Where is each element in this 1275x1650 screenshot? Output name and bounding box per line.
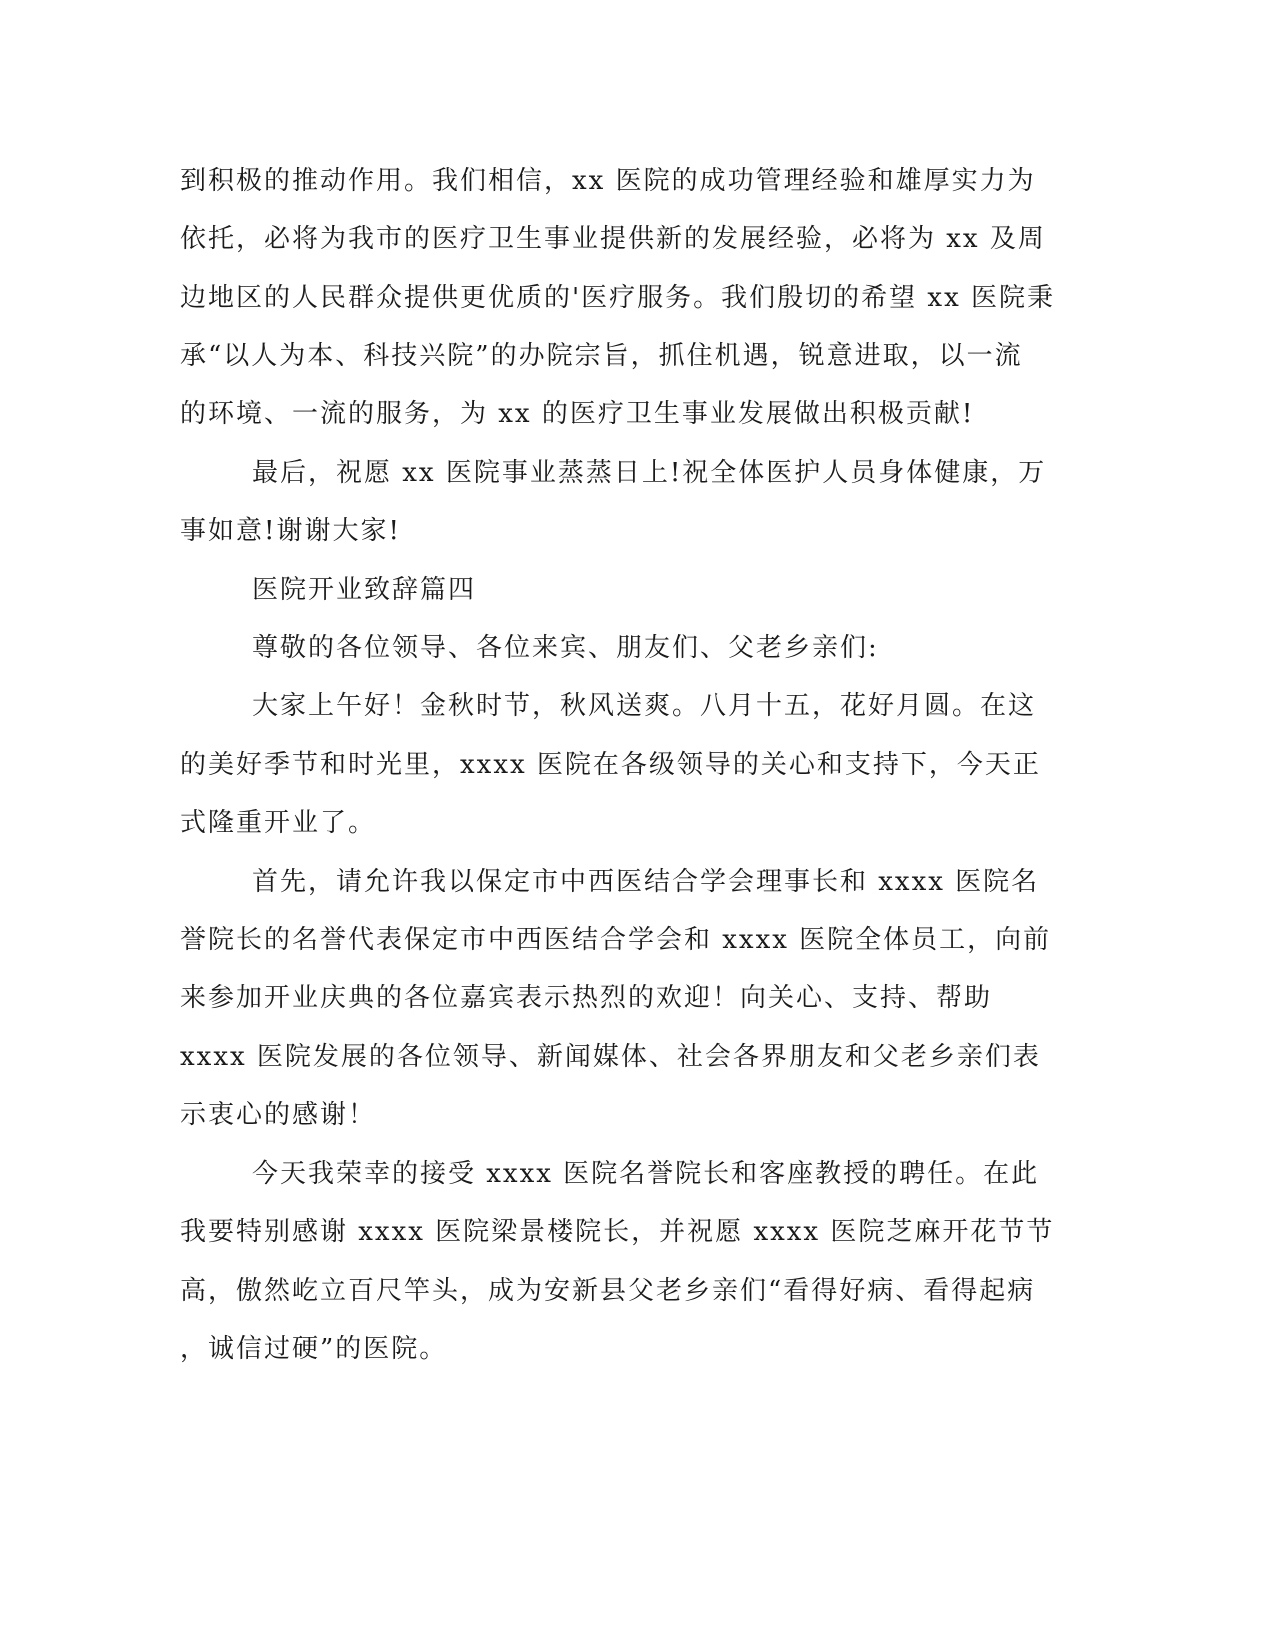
text-line: 的美好季节和时光里，xxxx 医院在各级领导的关心和支持下，今天正 — [180, 750, 1041, 780]
text-line: 大家上午好！金秋时节，秋风送爽。八月十五，花好月圆。在这 — [252, 691, 1037, 721]
text-line: 依托，必将为我市的医疗卫生事业提供新的发展经验，必将为 xx 及周 — [180, 224, 1046, 254]
text-line: 式隆重开业了。 — [180, 808, 377, 838]
salutation: 尊敬的各位领导、各位来宾、朋友们、父老乡亲们: — [252, 633, 879, 663]
text-line: 来参加开业庆典的各位嘉宾表示热烈的欢迎！向关心、支持、帮助 — [180, 983, 993, 1013]
text-line: 事如意!谢谢大家! — [180, 516, 401, 546]
text-line: 高，傲然屹立百尺竿头，成为安新县父老乡亲们“看得好病、看得起病 — [180, 1276, 1036, 1306]
text-line: 边地区的人民群众提供更优质的'医疗服务。我们殷切的希望 xx 医院秉 — [180, 283, 1056, 313]
section-heading: 医院开业致辞篇四 — [252, 575, 477, 605]
text-line: 到积极的推动作用。我们相信，xx 医院的成功管理经验和雄厚实力为 — [180, 166, 1036, 196]
text-line: 首先，请允许我以保定市中西医结合学会理事长和 xxxx 医院名 — [252, 867, 1040, 897]
text-line: 示衷心的感谢！ — [180, 1100, 377, 1130]
text-line: 承“以人为本、科技兴院”的办院宗旨，抓住机遇，锐意进取，以一流 — [180, 341, 1023, 371]
text-line: ，诚信过硬”的医院。 — [180, 1334, 448, 1364]
text-line: 我要特别感谢 xxxx 医院梁景楼院长，并祝愿 xxxx 医院芝麻开花节节 — [180, 1217, 1055, 1247]
text-line: 最后，祝愿 xx 医院事业蒸蒸日上!祝全体医护人员身体健康，万 — [252, 458, 1047, 488]
text-line: xxxx 医院发展的各位领导、新闻媒体、社会各界朋友和父老乡亲们表 — [180, 1042, 1041, 1072]
text-line: 誉院长的名誉代表保定市中西医结合学会和 xxxx 医院全体员工，向前 — [180, 925, 1052, 955]
text-line: 今天我荣幸的接受 xxxx 医院名誉院长和客座教授的聘任。在此 — [252, 1159, 1040, 1189]
text-line: 的环境、一流的服务，为 xx 的医疗卫生事业发展做出积极贡献! — [180, 399, 975, 429]
